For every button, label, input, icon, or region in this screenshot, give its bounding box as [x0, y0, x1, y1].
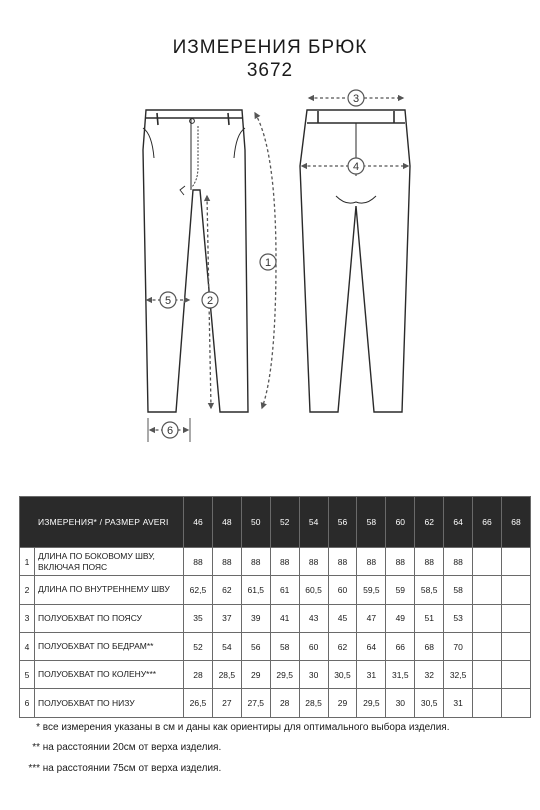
size-col-header: 62 [415, 497, 444, 548]
trousers-diagram [0, 80, 540, 450]
footnote-mark: * [36, 722, 40, 733]
table-cell: 88 [184, 548, 213, 576]
marker-2 [202, 292, 218, 308]
footnote-text: все измерения указаны в см и даны как ориентиры для оптимального выбора изделия. [42, 722, 450, 733]
table-cell: 47 [357, 604, 386, 632]
size-col-header: 54 [299, 497, 328, 548]
table-row [20, 548, 531, 576]
size-col-header: 68 [501, 497, 530, 548]
table-cell: 30,5 [415, 689, 444, 717]
table-cell: 26,5 [184, 689, 213, 717]
table-cell: 61 [270, 576, 299, 604]
size-col-header: 66 [473, 497, 502, 548]
table-cell: 88 [270, 548, 299, 576]
size-col-header: 50 [241, 497, 270, 548]
marker-4 [348, 158, 364, 174]
table-cell [501, 604, 530, 632]
table-cell: 35 [184, 604, 213, 632]
table-cell: 61,5 [241, 576, 270, 604]
table-cell: 39 [241, 604, 270, 632]
table-row [20, 576, 531, 604]
table-cell: 88 [241, 548, 270, 576]
size-col-header: 48 [212, 497, 241, 548]
row-label: ПОЛУОБХВАТ ПО НИЗУ [35, 689, 184, 717]
table-cell: 28 [184, 661, 213, 689]
table-cell: 58,5 [415, 576, 444, 604]
table-cell: 88 [212, 548, 241, 576]
table-cell [473, 548, 502, 576]
table-cell: 60 [299, 632, 328, 660]
table-cell: 64 [357, 632, 386, 660]
table-cell: 88 [328, 548, 357, 576]
table-cell: 45 [328, 604, 357, 632]
table-cell: 51 [415, 604, 444, 632]
table-cell [501, 661, 530, 689]
table-cell: 88 [444, 548, 473, 576]
table-cell: 30 [299, 661, 328, 689]
footnote [30, 722, 449, 733]
table-cell: 31 [444, 689, 473, 717]
svg-text:4: 4 [352, 161, 360, 173]
table-row [20, 632, 531, 660]
footnote [23, 742, 221, 753]
table-cell: 29 [328, 689, 357, 717]
table-cell: 68 [415, 632, 444, 660]
size-col-header: 52 [270, 497, 299, 548]
row-number: 3 [20, 604, 35, 632]
table-cell: 37 [212, 604, 241, 632]
table-cell: 29 [241, 661, 270, 689]
back-trousers [300, 110, 410, 412]
size-col-header: 46 [184, 497, 213, 548]
table-cell: 31 [357, 661, 386, 689]
front-trousers [143, 110, 248, 412]
marker-3 [348, 90, 364, 106]
table-cell [473, 689, 502, 717]
row-label: ДЛИНА ПО ВНУТРЕННЕМУ ШВУ [35, 576, 184, 604]
table-cell: 62 [328, 632, 357, 660]
footnote-text: на расстоянии 75см от верха изделия. [42, 763, 222, 774]
page-title: ИЗМЕРЕНИЯ БРЮК [172, 37, 368, 58]
size-table [19, 496, 531, 718]
footnote-text: на расстоянии 20см от верха изделия. [42, 742, 222, 753]
table-row [20, 661, 531, 689]
footnote-mark: ** [32, 742, 40, 753]
size-col-header: 56 [328, 497, 357, 548]
row-label: ПОЛУОБХВАТ ПО БЕДРАМ** [35, 632, 184, 660]
table-cell [473, 632, 502, 660]
table-cell: 62 [212, 576, 241, 604]
row-number: 5 [20, 661, 35, 689]
table-cell: 58 [444, 576, 473, 604]
footnote [20, 763, 221, 774]
size-col-header: 64 [444, 497, 473, 548]
table-cell: 88 [357, 548, 386, 576]
row-label: ПОЛУОБХВАТ ПО КОЛЕНУ*** [35, 661, 184, 689]
table-cell: 28,5 [299, 689, 328, 717]
svg-text:2: 2 [206, 295, 214, 307]
table-cell: 32,5 [444, 661, 473, 689]
table-cell [501, 632, 530, 660]
table-cell: 41 [270, 604, 299, 632]
table-row [20, 604, 531, 632]
marker-1 [260, 254, 276, 270]
table-cell [501, 548, 530, 576]
row-number: 6 [20, 689, 35, 717]
footnote-mark: *** [28, 763, 40, 774]
row-number: 4 [20, 632, 35, 660]
table-cell: 29,5 [270, 661, 299, 689]
table-cell: 60,5 [299, 576, 328, 604]
table-cell [501, 576, 530, 604]
row-number: 1 [20, 548, 35, 576]
table-cell: 60 [328, 576, 357, 604]
table-cell [473, 661, 502, 689]
marker-5 [160, 292, 176, 308]
table-cell: 28 [270, 689, 299, 717]
table-cell: 30,5 [328, 661, 357, 689]
table-cell: 30 [386, 689, 415, 717]
size-col-header: 58 [357, 497, 386, 548]
row-label: ПОЛУОБХВАТ ПО ПОЯСУ [35, 604, 184, 632]
table-cell: 43 [299, 604, 328, 632]
table-cell: 58 [270, 632, 299, 660]
table-cell: 28,5 [212, 661, 241, 689]
table-cell [473, 576, 502, 604]
table-cell: 31,5 [386, 661, 415, 689]
table-cell: 54 [212, 632, 241, 660]
table-cell: 52 [184, 632, 213, 660]
table-cell: 88 [299, 548, 328, 576]
article-number: 3672 [246, 60, 294, 81]
table-cell [473, 604, 502, 632]
table-cell: 62,5 [184, 576, 213, 604]
svg-text:6: 6 [166, 425, 174, 437]
table-cell: 59 [386, 576, 415, 604]
table-cell: 27,5 [241, 689, 270, 717]
header-label: ИЗМЕРЕНИЯ* / РАЗМЕР AVERI [20, 497, 184, 548]
svg-text:5: 5 [164, 295, 172, 307]
table-row [20, 689, 531, 717]
table-cell: 66 [386, 632, 415, 660]
table-cell: 56 [241, 632, 270, 660]
table-cell: 88 [386, 548, 415, 576]
table-cell: 53 [444, 604, 473, 632]
table-cell: 59,5 [357, 576, 386, 604]
table-cell: 32 [415, 661, 444, 689]
table-cell: 29,5 [357, 689, 386, 717]
table-cell: 88 [415, 548, 444, 576]
marker-6 [162, 422, 178, 438]
table-cell: 49 [386, 604, 415, 632]
size-header-row [20, 497, 531, 548]
size-col-header: 60 [386, 497, 415, 548]
table-cell [501, 689, 530, 717]
svg-text:3: 3 [352, 93, 360, 105]
table-cell: 70 [444, 632, 473, 660]
row-number: 2 [20, 576, 35, 604]
svg-text:1: 1 [264, 257, 272, 269]
row-label: ДЛИНА ПО БОКОВОМУ ШВУ, ВКЛЮЧАЯ ПОЯС [35, 548, 184, 576]
table-cell: 27 [212, 689, 241, 717]
